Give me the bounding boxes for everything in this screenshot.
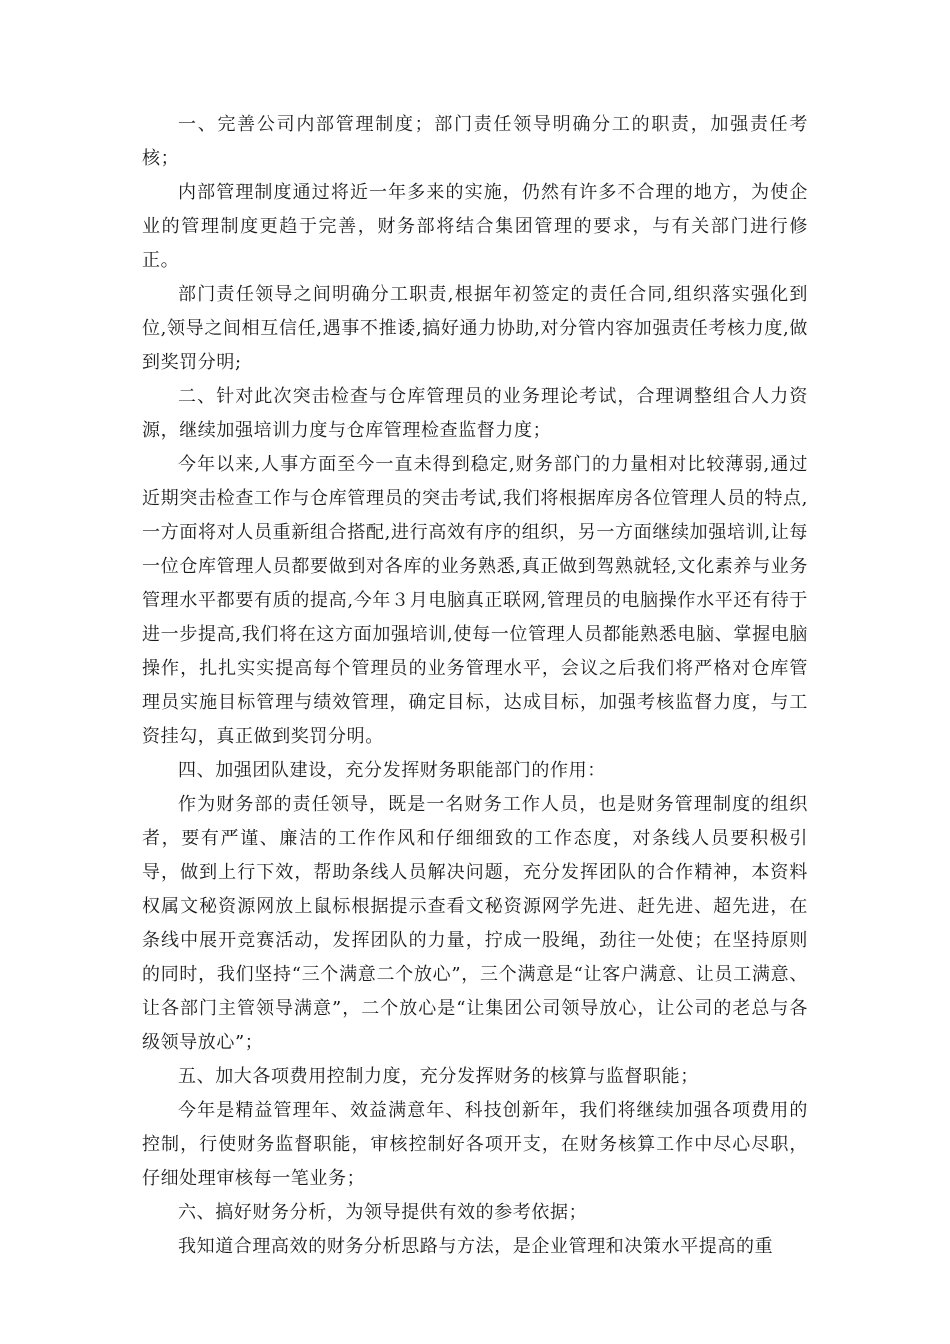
paragraph-internal-management: 内部管理制度通过将近一年多来的实施，仍然有许多不合理的地方，为使企业的管理制度更趋于完善，财务部将结合集团管理的要求，与有关部门进行修正。 bbox=[142, 182, 808, 271]
paragraph-team-building: 作为财务部的责任领导，既是一名财务工作人员，也是财务管理制度的组织者，要有严谨、廉洁的工作作风和仔细细致的工作态度，对条线人员要积极引导，做到上行下效，帮助条线人员解决问题，充分发挥团队的合作精神，本资料权属文秘资源网放上鼠标根据提示查看文秘资源网学先进、赶先进、超先进，在条线中展开竞赛活动，发挥团队的力量，拧成一股绳，劲往一处使；在坚持原则的同时，我们坚持“三个满意二个放心”，三个满意是“让客户满意、让员工满意、让各部门主管领导满意”，二个放心是“让集团公司领导放心，让公司的老总与各级领导放心”； bbox=[142, 794, 808, 1053]
paragraph-section-six-heading: 六、搞好财务分析，为领导提供有效的参考依据； bbox=[178, 1202, 588, 1223]
paragraph-section-five-heading: 五、加大各项费用控制力度，充分发挥财务的核算与监督职能； bbox=[178, 1066, 699, 1087]
paragraph-financial-analysis: 我知道合理高效的财务分析思路与方法，是企业管理和决策水平提高的重 bbox=[178, 1236, 774, 1257]
paragraph-personnel-training: 今年以来,人事方面至今一直未得到稳定,财务部门的力量相对比较薄弱,通过近期突击检查工作与仓库管理员的突击考试,我们将根据库房各位管理人员的特点,一方面将对人员重新组合搭配,进行高效有序的组织，另一方面继续加强培训,让每一位仓库管理人员都要做到对各库的业务熟悉,真正做到驾熟就轻,文化素养与业务管理水平都要有质的提高,今年３月电脑真正联网,管理员的电脑操作水平还有待于进一步提高,我们将在这方面加强培训,使每一位管理人员都能熟悉电脑、掌握电脑操作，扎扎实实提高每个管理员的业务管理水平，会议之后我们将严格对仓库管理员实施目标管理与绩效管理，确定目标，达成目标，加强考核监督力度，与工资挂勾，真正做到奖罚分明。 bbox=[142, 454, 808, 747]
paragraph-cost-control: 今年是精益管理年、效益满意年、科技创新年，我们将继续加强各项费用的控制，行使财务监督职能，审核控制好各项开支，在财务核算工作中尽心尽职，仔细处理审核每一笔业务； bbox=[142, 1100, 808, 1189]
paragraph-section-two-heading: 二、针对此次突击检查与仓库管理员的业务理论考试，合理调整组合人力资源，继续加强培训力度与仓库管理检查监督力度； bbox=[142, 386, 808, 441]
paragraph-department-responsibility: 部门责任领导之间明确分工职责,根据年初签定的责任合同,组织落实强化到位,领导之间相互信任,遇事不推诿,搞好通力协助,对分管内容加强责任考核力度,做到奖罚分明; bbox=[142, 284, 808, 373]
paragraph-section-four-heading: 四、加强团队建设，充分发挥财务职能部门的作用： bbox=[178, 760, 606, 781]
document-body bbox=[142, 108, 808, 1264]
paragraph-section-one-heading: 一、完善公司内部管理制度；部门责任领导明确分工的职责，加强责任考核； bbox=[142, 114, 808, 169]
